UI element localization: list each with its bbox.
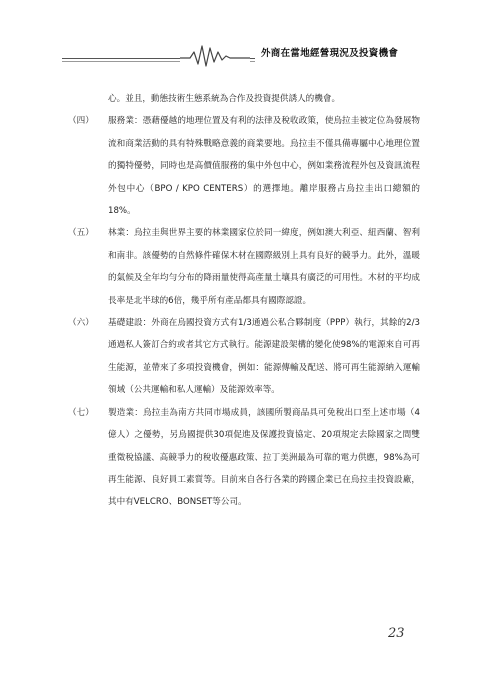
list-item [68,110,420,222]
page-number: 23 [388,626,405,641]
item-marker: （四） [68,116,94,127]
header-title: 外商在當地經營現況及投資機會 [255,44,436,64]
running-header [0,40,480,70]
item-text: 林業：烏拉圭與世界主要的林業國家位於同一緯度，例如澳大利亞、紐西蘭、智利和南非。該優勢的自然條件確保木材在國際級別上具有良好的競爭力。此外，溫暖的氣候及全年均勻分布的降雨量使得高產量土壤具有廣泛的可用性。木材的平均成長率是北半球的6倍，幾乎所有產品都具有國際認證。 [108,228,420,306]
item-text: 製造業：烏拉圭為南方共同市場成員，該國所製商品具可免稅出口至上述市場（4億人）之優勢，另烏國提供30項促進及保護投資協定、20項規定去除國家之間雙重徵稅協議、高競爭力的稅收優惠政策、拉丁美洲最為可靠的電力供應，98%為可再生能源、良好員工素質等。目前來自各行各業的跨國企業已在烏拉圭投資設廠，其中有VELCRO、BONSET等公司。 [108,407,420,508]
body-content [68,88,420,514]
list-item [68,402,420,514]
intro-paragraph: 心。並且，動態技術生態系統為合作及投資提供誘人的機會。 [108,94,341,104]
item-text: 服務業：憑藉優越的地理位置及有利的法律及稅收政策，使烏拉圭被定位為發展物流和商業活動的具有特殊戰略意義的商業要地。烏拉圭不僅具備專屬中心地理位置的獨特優勢，同時也是高價值服務的集中外包中心，例如業務流程外包及資訊流程外包中心（BPO / KPO CENTERS）的選擇地。離岸服務占烏拉圭出口總額的18%。 [108,116,420,217]
item-text: 基礎建設：外商在烏國投資方式有1/3通過公私合夥制度（PPP）執行，其餘的2/3通過私人簽訂合約或者其它方式執行。能源建設架構的變化使98%的電源來自可再生能源，並帶來了多項投資機會，例如：能源傳輸及配送、將可再生能源納入運輸領域（公共運輸和私人運輸）及能源效率等。 [108,318,420,396]
item-marker: （五） [68,228,94,239]
waveform-icon [180,42,250,68]
item-marker: （六） [68,318,94,329]
list-item [68,312,420,402]
item-marker: （七） [68,407,94,418]
list-item [68,222,420,312]
